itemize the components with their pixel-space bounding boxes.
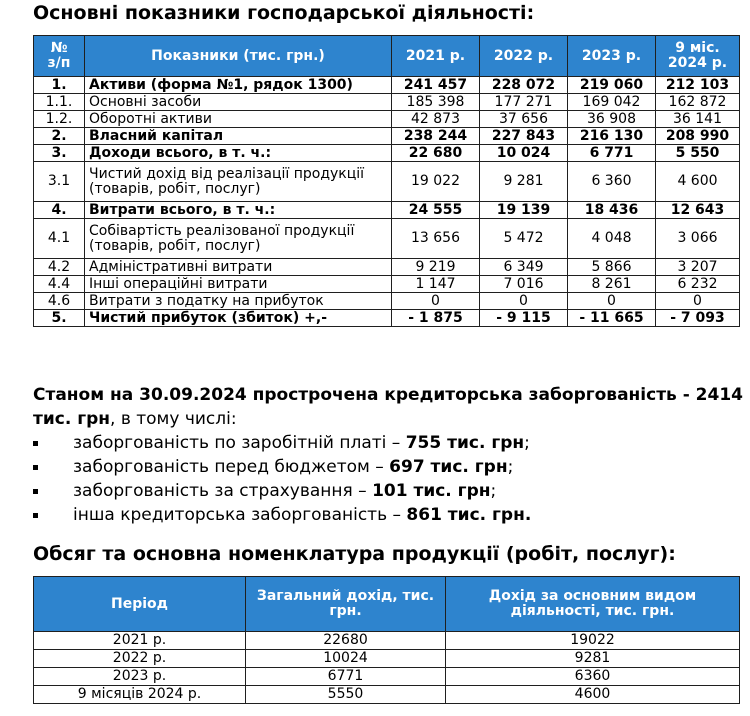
col-header-2024-9m: 9 міс. 2024 р.	[656, 36, 740, 77]
row-number: 4.2	[34, 259, 85, 276]
table-row	[34, 293, 740, 310]
debt-label: заборгованість за страхування –	[73, 481, 373, 501]
row-indicator-name: Витрати з податку на прибуток	[85, 293, 392, 310]
row-indicator-name: Доходи всього, в т. ч.:	[85, 145, 392, 162]
col-header-period: Період	[34, 577, 246, 632]
row-value-2022: 10 024	[480, 145, 568, 162]
col-header-2022: 2022 р.	[480, 36, 568, 77]
table-row	[34, 259, 740, 276]
row-indicator-name: Чистий прибуток (збиток) +,-	[85, 310, 392, 327]
row-value-2023: 5 866	[568, 259, 656, 276]
row-value-2021: 238 244	[392, 128, 480, 145]
debt-amount: 697 тис. грн	[389, 457, 508, 477]
row-total-income: 6771	[246, 668, 446, 686]
row-number: 4.1	[34, 219, 85, 259]
row-value-2021: 1 147	[392, 276, 480, 293]
bullet-icon	[33, 465, 38, 470]
row-value-2024: 212 103	[656, 77, 740, 94]
row-indicator-name: Власний капітал	[85, 128, 392, 145]
row-value-2024: 0	[656, 293, 740, 310]
row-main-income: 19022	[446, 632, 740, 650]
table-row	[34, 219, 740, 259]
row-value-2024: - 7 093	[656, 310, 740, 327]
list-item: заборгованість за страхування – 101 тис. грн;	[33, 479, 531, 503]
row-value-2023: 4 048	[568, 219, 656, 259]
row-value-2021: 42 873	[392, 111, 480, 128]
row-number: 1.1.	[34, 94, 85, 111]
list-item	[33, 503, 531, 527]
heading-main-indicators: Основні показники господарської діяльності:	[33, 2, 535, 24]
row-value-2023: - 11 665	[568, 310, 656, 327]
list-item: заборгованість по заробітній платі – 755 тис. грн;	[33, 431, 531, 455]
row-value-2022: 228 072	[480, 77, 568, 94]
row-number: 3.	[34, 145, 85, 162]
row-period: 2021 р.	[34, 632, 246, 650]
debt-amount: 861 тис. грн.	[406, 505, 532, 525]
table-row	[34, 145, 740, 162]
row-value-2021: 185 398	[392, 94, 480, 111]
row-number: 5.	[34, 310, 85, 327]
row-value-2022: 9 281	[480, 162, 568, 202]
row-number: 2.	[34, 128, 85, 145]
bullet-icon	[33, 489, 38, 494]
table-row	[34, 162, 740, 202]
bullet-icon	[33, 441, 38, 446]
row-value-2022: 7 016	[480, 276, 568, 293]
row-value-2024: 36 141	[656, 111, 740, 128]
row-number: 4.	[34, 202, 85, 219]
row-number: 3.1	[34, 162, 85, 202]
debt-amount: 101 тис. грн	[372, 481, 491, 501]
col-header-total-income: Загальний дохід, тис. грн.	[246, 577, 446, 632]
row-value-2024: 3 207	[656, 259, 740, 276]
row-total-income: 10024	[246, 650, 446, 668]
row-value-2024: 3 066	[656, 219, 740, 259]
row-main-income: 6360	[446, 668, 740, 686]
debt-breakdown-list	[33, 431, 531, 527]
row-value-2024: 12 643	[656, 202, 740, 219]
row-value-2022: 37 656	[480, 111, 568, 128]
table-row	[34, 310, 740, 327]
row-value-2023: 6 360	[568, 162, 656, 202]
table-row	[34, 128, 740, 145]
table-row	[34, 77, 740, 94]
row-value-2022: 177 271	[480, 94, 568, 111]
production-volume-table	[33, 576, 740, 704]
row-value-2022: 227 843	[480, 128, 568, 145]
row-value-2021: 241 457	[392, 77, 480, 94]
row-period: 2022 р.	[34, 650, 246, 668]
row-value-2023: 8 261	[568, 276, 656, 293]
row-period: 2023 р.	[34, 668, 246, 686]
row-indicator-name: Витрати всього, в т. ч.:	[85, 202, 392, 219]
row-value-2022: 5 472	[480, 219, 568, 259]
row-value-2021: 24 555	[392, 202, 480, 219]
row-value-2021: 19 022	[392, 162, 480, 202]
debt-label: інша кредиторська заборгованість –	[73, 505, 407, 525]
main-indicators-table	[33, 35, 740, 327]
row-value-2022: - 9 115	[480, 310, 568, 327]
col-header-number: № з/п	[34, 36, 85, 77]
row-value-2023: 0	[568, 293, 656, 310]
row-indicator-name: Адміністративні витрати	[85, 259, 392, 276]
debt-label: заборгованість перед бюджетом –	[73, 457, 390, 477]
row-value-2023: 169 042	[568, 94, 656, 111]
row-number: 1.	[34, 77, 85, 94]
table-row	[34, 202, 740, 219]
row-value-2023: 219 060	[568, 77, 656, 94]
row-value-2023: 36 908	[568, 111, 656, 128]
row-value-2024: 5 550	[656, 145, 740, 162]
overdue-debt-intro: Станом на 30.09.2024 прострочена кредиторська заборгованість - 2414 тис. грн	[33, 385, 743, 429]
row-value-2022: 19 139	[480, 202, 568, 219]
table-row	[34, 111, 740, 128]
row-value-2023: 216 130	[568, 128, 656, 145]
row-indicator-name: Інші операційні витрати	[85, 276, 392, 293]
row-value-2023: 18 436	[568, 202, 656, 219]
table-row	[34, 276, 740, 293]
debt-label: заборгованість по заробітній платі –	[73, 433, 406, 453]
col-header-2023: 2023 р.	[568, 36, 656, 77]
overdue-debt-intro-rest: , в тому числі:	[110, 409, 237, 429]
table-row	[34, 632, 740, 650]
row-indicator-name: Активи (форма №1, рядок 1300)	[85, 77, 392, 94]
col-header-indicator: Показники (тис. грн.)	[85, 36, 392, 77]
row-number: 4.4	[34, 276, 85, 293]
overdue-debt-summary	[33, 383, 743, 431]
row-number: 4.6	[34, 293, 85, 310]
debt-amount: 755 тис. грн	[405, 433, 525, 453]
row-value-2021: - 1 875	[392, 310, 480, 327]
table-row	[34, 94, 740, 111]
row-value-2024: 4 600	[656, 162, 740, 202]
row-total-income: 5550	[246, 686, 446, 704]
row-indicator-name: Основні засоби	[85, 94, 392, 111]
row-value-2024: 6 232	[656, 276, 740, 293]
row-value-2021: 0	[392, 293, 480, 310]
row-period: 9 місяців 2024 р.	[34, 686, 246, 704]
table-row	[34, 650, 740, 668]
row-value-2024: 208 990	[656, 128, 740, 145]
row-total-income: 22680	[246, 632, 446, 650]
row-number: 1.2.	[34, 111, 85, 128]
row-value-2022: 6 349	[480, 259, 568, 276]
row-value-2021: 9 219	[392, 259, 480, 276]
row-value-2024: 162 872	[656, 94, 740, 111]
row-indicator-name: Оборотні активи	[85, 111, 392, 128]
table-row	[34, 668, 740, 686]
bullet-icon	[33, 513, 38, 518]
row-value-2022: 0	[480, 293, 568, 310]
col-header-2021: 2021 р.	[392, 36, 480, 77]
row-value-2023: 6 771	[568, 145, 656, 162]
row-indicator-name: Чистий дохід від реалізації продукції (товарів, робіт, послуг)	[85, 162, 392, 202]
col-header-main-income: Дохід за основним видом діяльності, тис. грн.	[446, 577, 740, 632]
row-main-income: 9281	[446, 650, 740, 668]
row-indicator-name: Собівартість реалізованої продукції (товарів, робіт, послуг)	[85, 219, 392, 259]
row-value-2021: 22 680	[392, 145, 480, 162]
table-row	[34, 686, 740, 704]
row-value-2021: 13 656	[392, 219, 480, 259]
row-main-income: 4600	[446, 686, 740, 704]
list-item: заборгованість перед бюджетом – 697 тис. грн;	[33, 455, 531, 479]
heading-production-volume: Обсяг та основна номенклатура продукції (робіт, послуг):	[33, 543, 676, 565]
